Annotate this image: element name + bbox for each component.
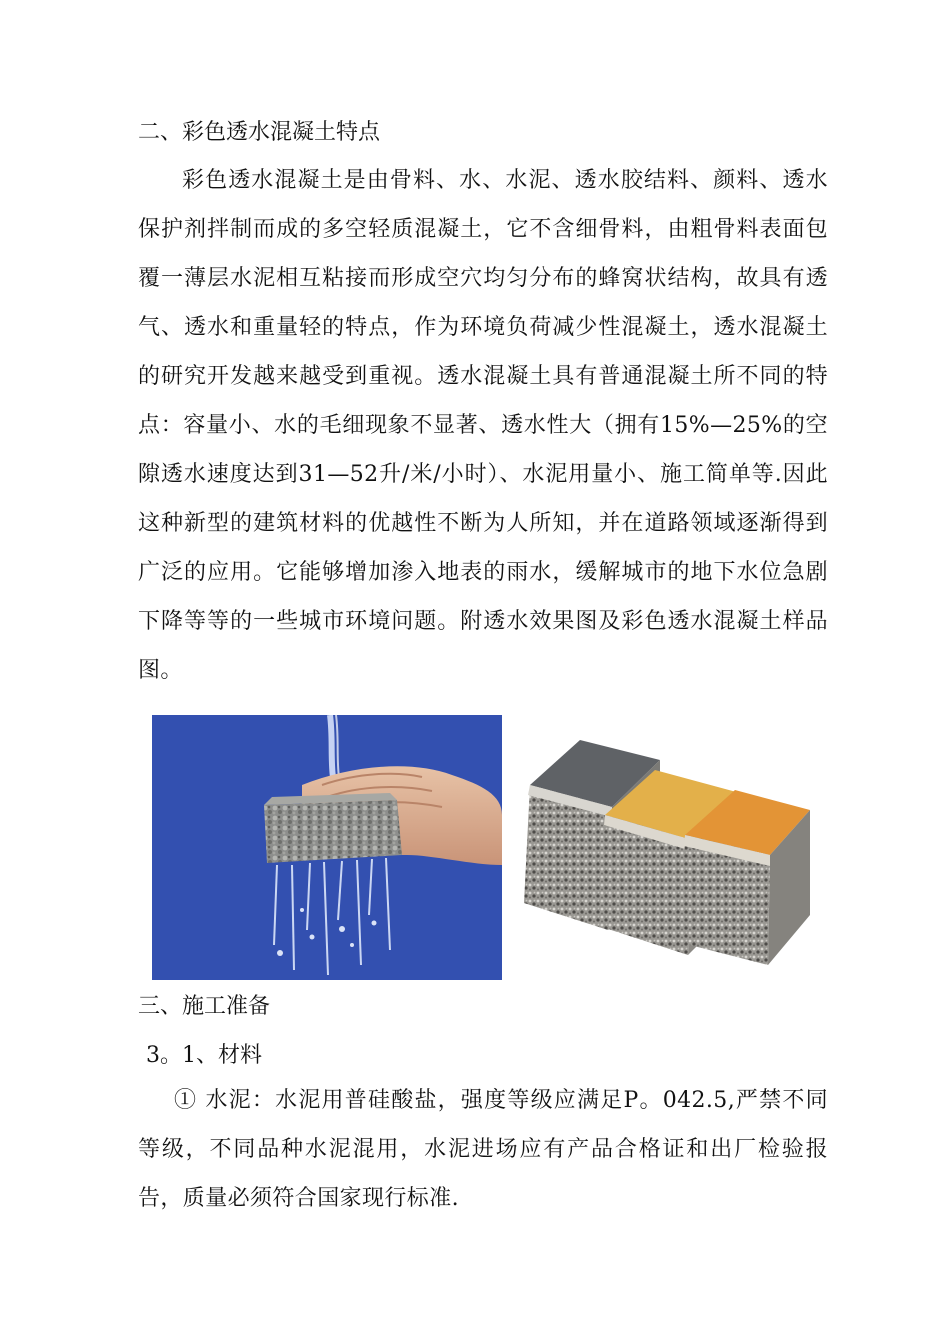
water-permeability-photo [152,715,502,980]
concrete-samples-photo [520,715,810,975]
materials-subheading: 3。1、材料 [146,1043,262,1068]
section-2-paragraph: 彩色透水混凝土是由骨料、水、水泥、透水胶结料、颜料、透水保护剂拌制而成的多空轻质混凝土，它不含细骨料，由粗骨料表面包覆一薄层水泥相互粘接而形成空穴均匀分布的蜂窝状结构，故具有透气、透水和重量轻的特点，作为环境负荷减少性混凝土，透水混凝土的研究开发越来越受到重视。透水混凝土具有普通混凝土所不同的特点：容量小、水的毛细现象不显著、透水性大（拥有15%—25%的空隙透水速度达到31—52升/米/小时）、水泥用量小、施工简单等.因此这种新型的建筑材料的优越性不断为人所知，并在道路领域逐渐得到广泛的应用。它能够增加渗入地表的雨水，缓解城市的地下水位急剧下降等等的一些城市环境问题。附透水效果图及彩色透水混凝土样品图。 [138,168,828,683]
cement-requirement-paragraph: ① 水泥：水泥用普硅酸盐，强度等级应满足P。042.5,严禁不同等级，不同品种水泥混用，水泥进场应有产品合格证和出厂检验报告，质量必须符合国家现行标准. [138,1088,828,1211]
section-2-heading: 二、彩色透水混凝土特点 [138,120,381,145]
section-3-heading: 三、施工准备 [138,994,271,1019]
